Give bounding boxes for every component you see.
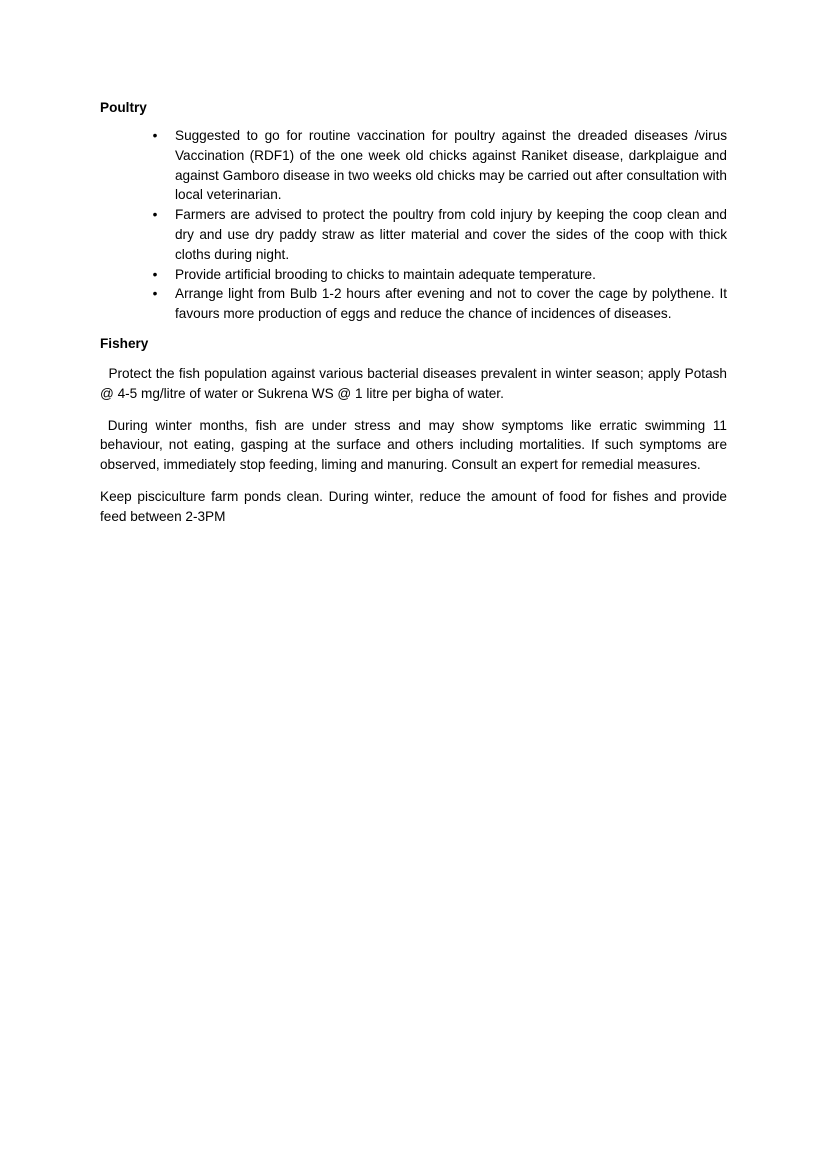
fishery-paragraph: Keep pisciculture farm ponds clean. During winter, reduce the amount of food for fishes and provide feed between 2-3PM	[100, 488, 727, 524]
document-page	[100, 98, 731, 539]
list-item	[152, 265, 727, 285]
poultry-heading: Poultry	[100, 100, 147, 115]
bullet-text: Provide artificial brooding to chicks to maintain adequate temperature.	[175, 266, 596, 282]
bullet-text: Arrange light from Bulb 1-2 hours after evening and not to cover the cage by polythene. It favours more production of eggs and reduce the chance of incidences of diseases.	[175, 286, 727, 322]
bullet-text: Suggested to go for routine vaccination for poultry against the dreaded diseases /virus Vaccination (RDF1) of the one week old chicks against Raniket disease, darkplaigue and against Gamboro disease in two weeks old chicks may be carried out after consultation with local veterinarian.	[175, 128, 727, 203]
list-item	[152, 205, 727, 264]
bullet-text: Farmers are advised to protect the poultry from cold injury by keeping the coop clean and dry and use dry paddy straw as litter material and cover the sides of the coop with thick cloths during night.	[175, 207, 727, 262]
fishery-paragraph: During winter months, fish are under stress and may show symptoms like erratic swimming 11 behaviour, not eating, gasping at the surface and others including mortalities. If such symptoms are observed, immediately stop feeding, liming and manuring. Consult an expert for remedial measures.	[100, 417, 731, 473]
fishery-paragraph: Protect the fish population against various bacterial diseases prevalent in winter season; apply Potash @ 4-5 mg/litre of water or Sukrena WS @ 1 litre per bigha of water.	[100, 365, 731, 401]
list-item	[152, 126, 727, 205]
fishery-heading: Fishery	[100, 335, 149, 351]
bullet-icon: •	[152, 128, 158, 143]
bullet-icon: •	[152, 207, 158, 223]
list-item	[152, 284, 727, 324]
bullet-icon: •	[152, 286, 158, 302]
bullet-icon: •	[152, 266, 158, 282]
poultry-bullet-list	[100, 126, 727, 324]
